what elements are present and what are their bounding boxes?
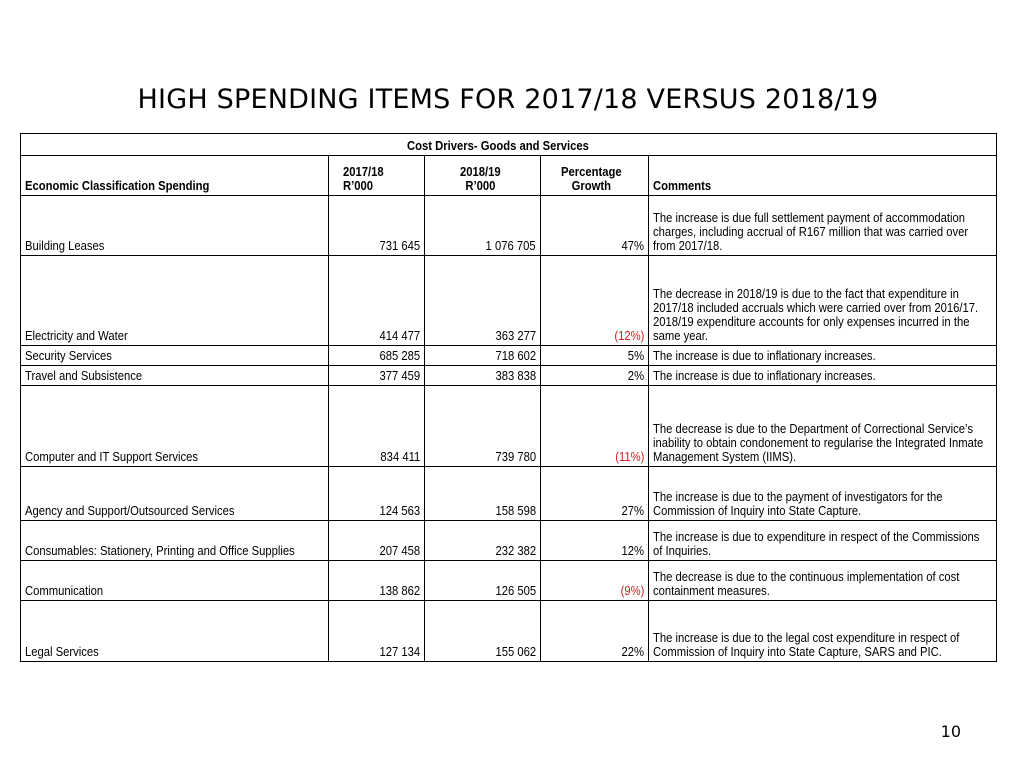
cell-2017-18: 377 459 xyxy=(329,366,425,386)
cell-comment: The increase is due to expenditure in respect of the Commissions of Inquiries. xyxy=(649,521,997,561)
cell-2017-18: 207 458 xyxy=(329,521,425,561)
cell-2018-19: 739 780 xyxy=(425,386,541,467)
cell-comment: The increase is due to inflationary increases. xyxy=(649,366,997,386)
cell-percentage-growth: (12%) xyxy=(541,256,649,346)
table-row xyxy=(21,256,997,346)
cell-item: Security Services xyxy=(21,346,329,366)
slide-title: HIGH SPENDING ITEMS FOR 2017/18 VERSUS 2018/19 xyxy=(137,84,879,115)
cell-2018-19: 126 505 xyxy=(425,561,541,601)
column-header-row xyxy=(21,156,997,196)
group-header: Cost Drivers- Goods and Services xyxy=(21,134,997,156)
cell-item: Building Leases xyxy=(21,196,329,256)
cell-comment: The decrease in 2018/19 is due to the fact that expenditure in 2017/18 included accruals which were carried over from 2016/17. 2018/19 expenditure accounts for only expenses incurred in the same year. xyxy=(649,256,997,346)
cell-item: Electricity and Water xyxy=(21,256,329,346)
table-row xyxy=(21,601,997,662)
cell-percentage-growth: (9%) xyxy=(541,561,649,601)
cost-drivers-table xyxy=(20,133,997,662)
header-2018-19: 2018/19 R’000 xyxy=(425,156,541,196)
cell-item: Travel and Subsistence xyxy=(21,366,329,386)
cell-2017-18: 138 862 xyxy=(329,561,425,601)
header-2017-18: 2017/18 R’000 xyxy=(329,156,425,196)
header-percentage-growth: Percentage Growth xyxy=(541,156,649,196)
table-row xyxy=(21,196,997,256)
table-row xyxy=(21,521,997,561)
cell-2018-19: 232 382 xyxy=(425,521,541,561)
table-row xyxy=(21,346,997,366)
header-classification: Economic Classification Spending xyxy=(21,156,329,196)
cell-item: Computer and IT Support Services xyxy=(21,386,329,467)
table-row xyxy=(21,467,997,521)
table-row xyxy=(21,561,997,601)
group-header-row xyxy=(21,134,997,156)
cell-item: Consumables: Stationery, Printing and Office Supplies xyxy=(21,521,329,561)
page-number: 10 xyxy=(940,722,961,741)
cell-comment: The decrease is due to the Department of Correctional Service’s inability to obtain condonement to regularise the Integrated Inmate Management System (IIMS). xyxy=(649,386,997,467)
table-row xyxy=(21,366,997,386)
cell-comment: The decrease is due to the continuous implementation of cost containment measures. xyxy=(649,561,997,601)
cell-2017-18: 127 134 xyxy=(329,601,425,662)
cell-item: Legal Services xyxy=(21,601,329,662)
cell-2017-18: 414 477 xyxy=(329,256,425,346)
cell-2018-19: 718 602 xyxy=(425,346,541,366)
cell-2018-19: 155 062 xyxy=(425,601,541,662)
cell-2017-18: 124 563 xyxy=(329,467,425,521)
cell-2017-18: 834 411 xyxy=(329,386,425,467)
header-comments: Comments xyxy=(649,156,997,196)
cell-comment: The increase is due to the payment of investigators for the Commission of Inquiry into State Capture. xyxy=(649,467,997,521)
cell-percentage-growth: 27% xyxy=(541,467,649,521)
cell-2018-19: 1 076 705 xyxy=(425,196,541,256)
cell-percentage-growth: 5% xyxy=(541,346,649,366)
cell-2018-19: 363 277 xyxy=(425,256,541,346)
cell-item: Agency and Support/Outsourced Services xyxy=(21,467,329,521)
table-row xyxy=(21,386,997,467)
cell-comment: The increase is due to inflationary increases. xyxy=(649,346,997,366)
cell-2018-19: 383 838 xyxy=(425,366,541,386)
cell-percentage-growth: (11%) xyxy=(541,386,649,467)
cell-percentage-growth: 47% xyxy=(541,196,649,256)
cell-percentage-growth: 22% xyxy=(541,601,649,662)
cell-percentage-growth: 2% xyxy=(541,366,649,386)
cell-2017-18: 731 645 xyxy=(329,196,425,256)
cell-item: Communication xyxy=(21,561,329,601)
cell-comment: The increase is due to the legal cost expenditure in respect of Commission of Inquiry into State Capture, SARS and PIC. xyxy=(649,601,997,662)
cell-2018-19: 158 598 xyxy=(425,467,541,521)
cell-2017-18: 685 285 xyxy=(329,346,425,366)
cell-percentage-growth: 12% xyxy=(541,521,649,561)
cell-comment: The increase is due full settlement payment of accommodation charges, including accrual of R167 million that was carried over from 2017/18. xyxy=(649,196,997,256)
